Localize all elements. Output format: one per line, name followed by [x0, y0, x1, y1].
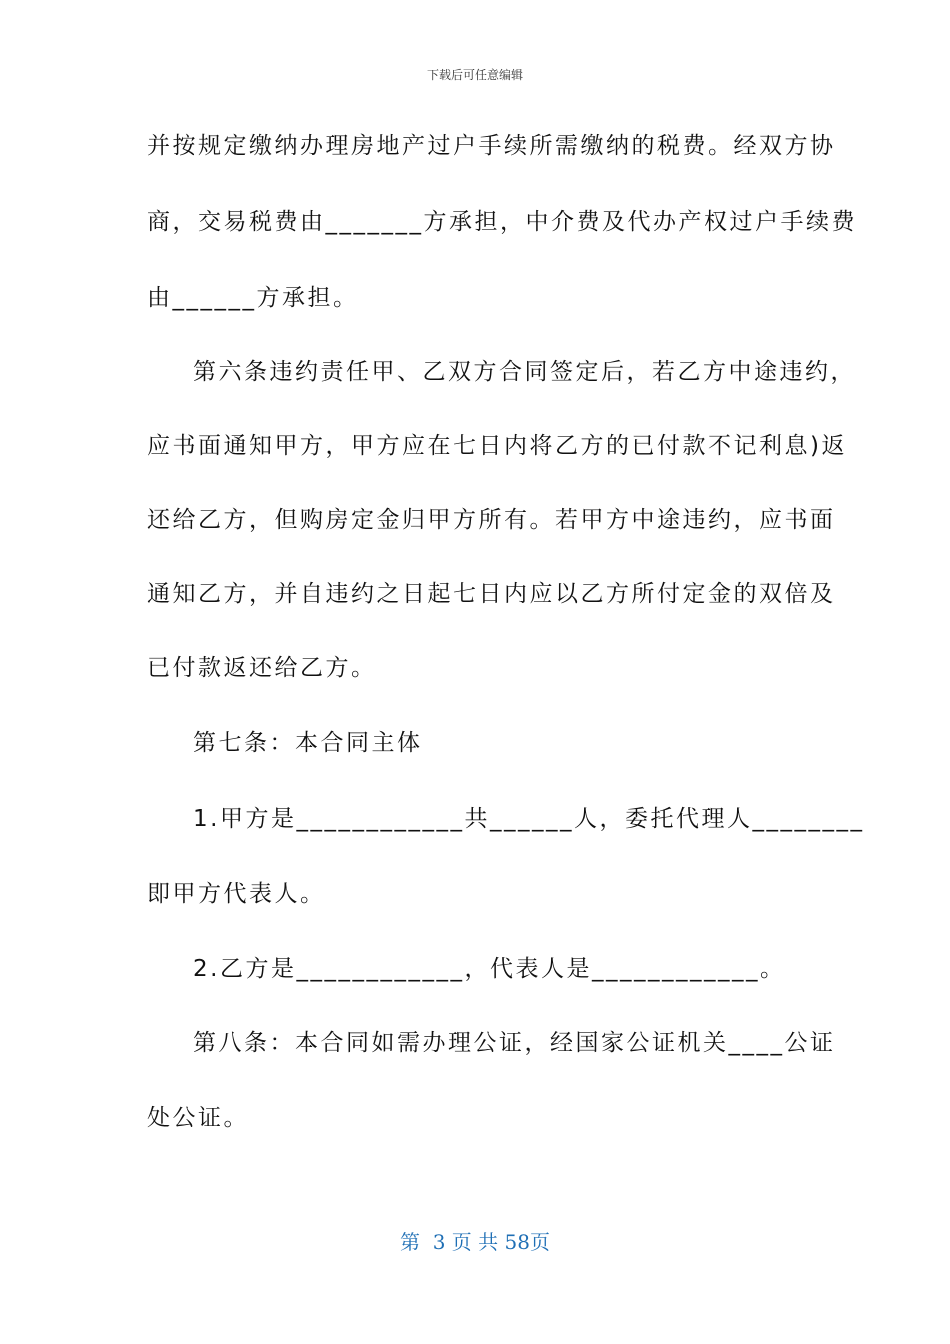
- contract-line: 由______方承担。: [147, 285, 359, 311]
- contract-line: 还给乙方，但购房定金归甲方所有。若甲方中途违约，应书面: [147, 507, 836, 533]
- contract-line: 应书面通知甲方，甲方应在七日内将乙方的已付款不记利息)返: [147, 433, 847, 459]
- party-a-clause: 1.甲方是____________共______人，委托代理人________: [193, 806, 865, 832]
- article-6-heading-line: 第六条违约责任甲、乙双方合同签定后，若乙方中途违约，: [193, 359, 856, 385]
- article-7-heading: 第七条：本合同主体: [193, 730, 423, 756]
- contract-line: 处公证。: [147, 1105, 249, 1131]
- contract-line: 已付款返还给乙方。: [147, 655, 377, 681]
- contract-line: 商，交易税费由_______方承担，中介费及代办产权过户手续费: [147, 209, 857, 235]
- page-indicator: 第 3 页 共 58页: [400, 1230, 550, 1254]
- article-8-heading-line: 第八条：本合同如需办理公证，经国家公证机关____公证: [193, 1030, 836, 1056]
- contract-line: 即甲方代表人。: [147, 881, 326, 907]
- header-note: 下载后可任意编辑: [426, 68, 523, 82]
- contract-line: 通知乙方，并自违约之日起七日内应以乙方所付定金的双倍及: [147, 581, 836, 607]
- party-b-clause: 2.乙方是____________，代表人是____________。: [193, 956, 786, 982]
- contract-line: 并按规定缴纳办理房地产过户手续所需缴纳的税费。经双方协: [147, 133, 836, 159]
